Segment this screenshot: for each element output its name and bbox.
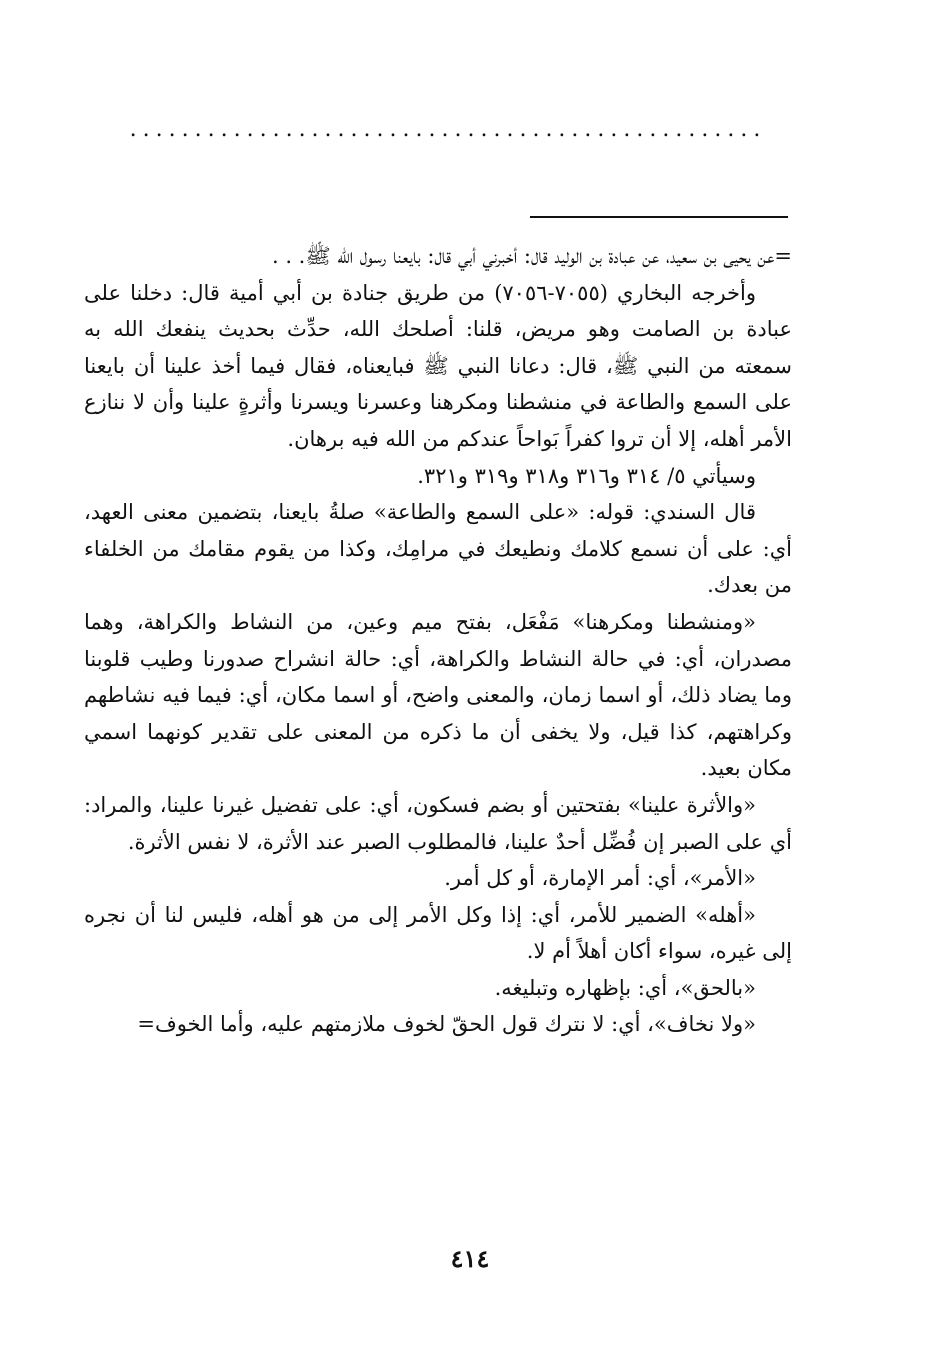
header-dotted-line: ................................................. xyxy=(129,118,767,142)
paragraph: قال السندي: قوله: «على السمع والطاعة» صلةُ بايعنا، بتضمين معنى العهد، أي: على أن نسمع كلامك ونطيعك في مرامِك، وكذا من يقوم مقامك من الخلفاء من بعدك. xyxy=(84,500,792,598)
footnote-text xyxy=(84,238,792,1043)
page-number: ٤١٤ xyxy=(450,1244,490,1273)
paragraph: =عن يحيى بن سعيد، عن عبادة بن الوليد قال: أخبرني أبي قال: بايعنا رسول الله ﷺ. . . xyxy=(271,244,792,268)
paragraph: «الأمر»، أي: أمر الإمارة، أو كل أمر. xyxy=(444,866,756,891)
paragraph: «ومنشطنا ومكرهنا» مَفْعَل، بفتح ميم وعين، من النشاط والكراهة، وهما مصدران، أي: في حالة النشاط والكراهة، أي: حالة انشراح صدورنا وطيب قلوبنا وما يضاد ذلك، أو اسما زمان، والمعنى واضح، أو اسما مكان، أي: فيما فيه نشاطهم وكراهتهم، كذا قيل، ولا يخفى أن ما ذكره من المعنى على تقدير كونهما اسمي مكان بعيد. xyxy=(84,609,792,781)
paragraph: «بالحق»، أي: بإظهاره وتبليغه. xyxy=(494,975,756,1000)
paragraph: «ولا نخاف»، أي: لا نترك قول الحقّ لخوف ملازمتهم عليه، وأما الخوف= xyxy=(137,1012,756,1037)
paragraph: «أهله» الضمير للأمر، أي: إذا وكل الأمر إلى من هو أهله، فليس لنا أن نجره إلى غيره، سواء أكان أهلاً أم لا. xyxy=(84,902,792,964)
paragraph: «والأثرة علينا» بفتحتين أو بضم فسكون، أي: على تفضيل غيرنا علينا، والمراد: أي على الصبر إن فُضِّل أحدٌ علينا، فالمطلوب الصبر عند الأثرة، لا نفس الأثرة. xyxy=(84,792,792,854)
paragraph: وسيأتي ٥/ ٣١٤ و٣١٦ و٣١٨ و٣١٩ و٣٢١. xyxy=(417,463,756,488)
paragraph: وأخرجه البخاري (٧٠٥٥-٧٠٥٦) من طريق جنادة بن أبي أمية قال: دخلنا على عبادة بن الصامت وهو مريض، قلنا: أصلحك الله، حدِّث بحديث ينفعك الله به سمعته من النبي ﷺ، قال: دعانا النبي ﷺ فبايعناه، فقال فيما أخذ علينا أن بايعنا على السمع والطاعة في منشطنا ومكرهنا وعسرنا ويسرنا وأثرةٍ علينا وأن لا ننازع الأمر أهله، إلا أن تروا كفراً بَواحاً عندكم من الله فيه برهان. xyxy=(84,280,792,451)
footnote-separator xyxy=(530,216,788,218)
